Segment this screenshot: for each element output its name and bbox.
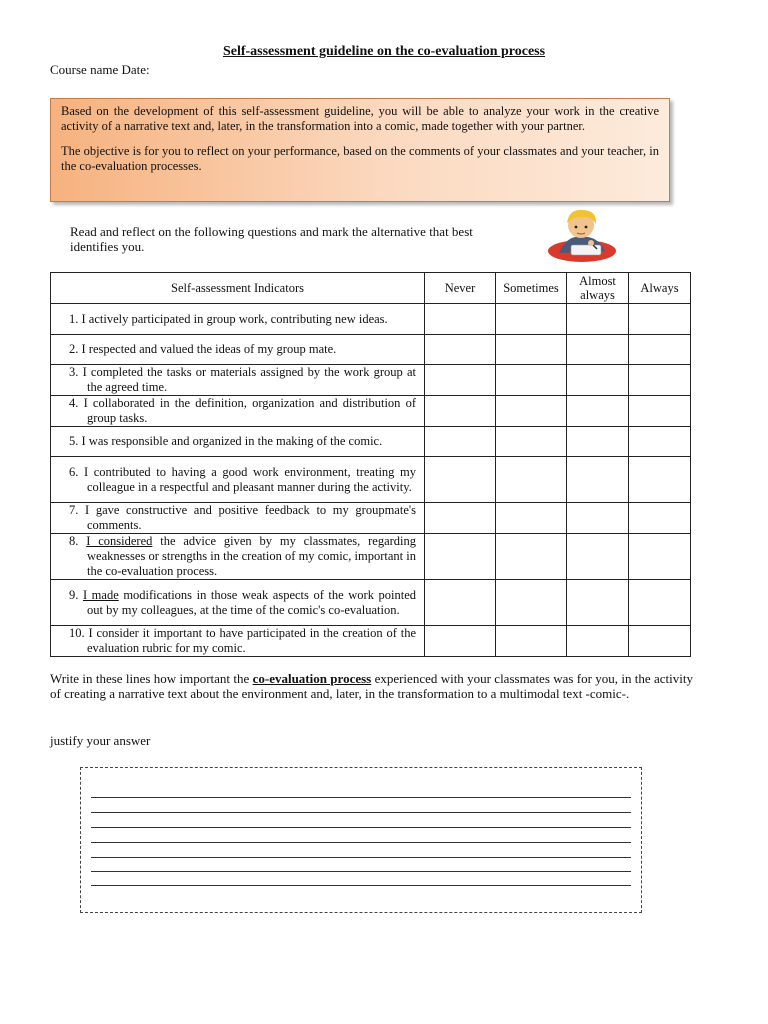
answer-box[interactable] xyxy=(80,767,642,913)
mark-cell-sometimes[interactable] xyxy=(496,396,567,427)
indicator-text xyxy=(69,396,416,426)
indicator-label: I gave constructive and positive feedback to my groupmate's comments. xyxy=(85,503,416,532)
mark-cell-always[interactable] xyxy=(629,534,691,580)
mark-cell-sometimes[interactable] xyxy=(496,304,567,335)
indicator-label: I contributed to having a good work environment, treating my colleague in a respectful and pleasant manner during the activity. xyxy=(83,464,416,494)
mark-cell-never[interactable] xyxy=(425,396,496,427)
answer-line[interactable] xyxy=(91,857,631,858)
header-always: Always xyxy=(629,273,691,304)
mark-cell-almost-always[interactable] xyxy=(567,503,629,534)
intro-paragraph-1: Based on the development of this self-assessment guideline, you will be able to analyze your work in the creative activity of a narrative text and, later, in the transformation into a comic, made together with your partner. xyxy=(61,104,659,133)
mark-cell-never[interactable] xyxy=(425,365,496,396)
write-text-after: experienced with your classmates was for you, in the activity of creating a narrative text about the environment and, later, in the transformation to a multimodal text -comic-. xyxy=(50,671,693,701)
mark-cell-always[interactable] xyxy=(629,427,691,457)
indicator-lead: I considered xyxy=(86,534,153,548)
mark-cell-never[interactable] xyxy=(425,335,496,365)
mark-cell-sometimes[interactable] xyxy=(496,365,567,396)
table-row xyxy=(51,580,691,626)
indicator-cell xyxy=(51,457,425,503)
indicator-cell xyxy=(51,626,425,657)
mark-cell-always[interactable] xyxy=(629,335,691,365)
answer-line[interactable] xyxy=(91,797,631,798)
indicator-label: the advice given by my classmates, regarding weaknesses or strengths in the creation of my comic, important in the co-evaluation process. xyxy=(87,534,417,578)
mark-cell-sometimes[interactable] xyxy=(496,534,567,580)
mark-cell-never[interactable] xyxy=(425,580,496,626)
indicator-cell xyxy=(51,580,425,626)
intro-box xyxy=(50,98,670,202)
table-row xyxy=(51,457,691,503)
instructions: Read and reflect on the following questions and mark the alternative that best identifies you. xyxy=(70,224,473,254)
indicator-label: I completed the tasks or materials assigned by the work group at the agreed time. xyxy=(82,365,416,394)
indicator-label: I respected and valued the ideas of my group mate. xyxy=(81,342,337,356)
indicator-number: 9. xyxy=(69,587,79,602)
mark-cell-almost-always[interactable] xyxy=(567,304,629,335)
table-row xyxy=(51,503,691,534)
mark-cell-almost-always[interactable] xyxy=(567,335,629,365)
self-assessment-table xyxy=(50,272,691,657)
mark-cell-almost-always[interactable] xyxy=(567,457,629,503)
answer-line[interactable] xyxy=(91,885,631,886)
indicator-number: 2. xyxy=(69,342,79,356)
mark-cell-always[interactable] xyxy=(629,365,691,396)
table-header-row xyxy=(51,273,691,304)
header-indicators: Self-assessment Indicators xyxy=(51,273,425,304)
mark-cell-sometimes[interactable] xyxy=(496,335,567,365)
indicator-cell xyxy=(51,534,425,580)
indicator-cell xyxy=(51,503,425,534)
mark-cell-always[interactable] xyxy=(629,396,691,427)
indicator-lead: I made xyxy=(82,587,119,602)
indicator-label: I was responsible and organized in the making of the comic. xyxy=(81,434,383,448)
indicator-text xyxy=(69,503,416,533)
indicator-number: 4. xyxy=(69,396,79,410)
table-row xyxy=(51,626,691,657)
indicator-label: modifications in those weak aspects of the work pointed out by my colleagues, at the time of the comic's co-evaluation. xyxy=(87,587,417,617)
indicator-number: 6. xyxy=(69,464,79,479)
intro-paragraph-2: The objective is for you to reflect on your performance, based on the comments of your classmates and your teacher, in the co-evaluation processes. xyxy=(61,144,659,173)
indicator-text xyxy=(69,465,416,495)
indicator-cell xyxy=(51,335,425,365)
table-row xyxy=(51,427,691,457)
header-almost-always: Almost always xyxy=(567,273,629,304)
indicator-label: I consider it important to have participated in the creation of the evaluation rubric for my comic. xyxy=(87,626,416,655)
indicator-number: 10. xyxy=(69,626,85,640)
answer-line[interactable] xyxy=(91,871,631,872)
mark-cell-never[interactable] xyxy=(425,503,496,534)
table-row xyxy=(51,304,691,335)
mark-cell-always[interactable] xyxy=(629,580,691,626)
answer-line[interactable] xyxy=(91,827,631,828)
mark-cell-always[interactable] xyxy=(629,457,691,503)
mark-cell-almost-always[interactable] xyxy=(567,427,629,457)
course-date-line: Course name Date: xyxy=(50,62,150,77)
indicator-label: I collaborated in the definition, organization and distribution of group tasks. xyxy=(83,396,417,425)
mark-cell-almost-always[interactable] xyxy=(567,580,629,626)
indicator-text xyxy=(69,626,416,656)
indicator-text xyxy=(69,588,416,618)
mark-cell-sometimes[interactable] xyxy=(496,626,567,657)
indicator-text xyxy=(69,434,416,449)
answer-line[interactable] xyxy=(91,842,631,843)
page-title: Self-assessment guideline on the co-evaluation process xyxy=(222,44,546,59)
indicator-number: 3. xyxy=(69,365,79,379)
mark-cell-never[interactable] xyxy=(425,534,496,580)
header-sometimes: Sometimes xyxy=(496,273,567,304)
table-row xyxy=(51,335,691,365)
indicator-text xyxy=(69,312,416,327)
table-row xyxy=(51,365,691,396)
mark-cell-never[interactable] xyxy=(425,457,496,503)
indicator-number: 7. xyxy=(69,503,79,517)
mark-cell-sometimes[interactable] xyxy=(496,427,567,457)
mark-cell-always[interactable] xyxy=(629,304,691,335)
indicator-text xyxy=(69,365,416,395)
mark-cell-never[interactable] xyxy=(425,304,496,335)
mark-cell-almost-always[interactable] xyxy=(567,626,629,657)
justify-label: justify your answer xyxy=(50,733,151,748)
mark-cell-sometimes[interactable] xyxy=(496,503,567,534)
indicator-number: 5. xyxy=(69,434,79,448)
indicator-cell xyxy=(51,427,425,457)
answer-line[interactable] xyxy=(91,812,631,813)
mark-cell-almost-always[interactable] xyxy=(567,365,629,396)
indicator-number: 8. xyxy=(69,534,79,548)
write-emphasis: co-evaluation process xyxy=(252,671,372,686)
indicator-number: 1. xyxy=(69,311,79,326)
indicator-text xyxy=(69,342,416,357)
mark-cell-never[interactable] xyxy=(425,626,496,657)
mark-cell-sometimes[interactable] xyxy=(496,457,567,503)
indicator-label: I actively participated in group work, contributing new ideas. xyxy=(81,311,388,326)
indicator-cell xyxy=(51,304,425,335)
mark-cell-almost-always[interactable] xyxy=(567,396,629,427)
indicator-text xyxy=(69,534,416,579)
mark-cell-sometimes[interactable] xyxy=(496,580,567,626)
indicator-cell xyxy=(51,365,425,396)
mark-cell-almost-always[interactable] xyxy=(567,534,629,580)
table-row xyxy=(51,534,691,580)
mark-cell-always[interactable] xyxy=(629,626,691,657)
write-instructions xyxy=(50,671,693,701)
indicator-cell xyxy=(51,396,425,427)
child-writing-illustration-icon xyxy=(545,205,619,263)
write-text-before: Write in these lines how important the xyxy=(50,671,253,686)
mark-cell-never[interactable] xyxy=(425,427,496,457)
mark-cell-always[interactable] xyxy=(629,503,691,534)
table-row xyxy=(51,396,691,427)
header-never: Never xyxy=(425,273,496,304)
